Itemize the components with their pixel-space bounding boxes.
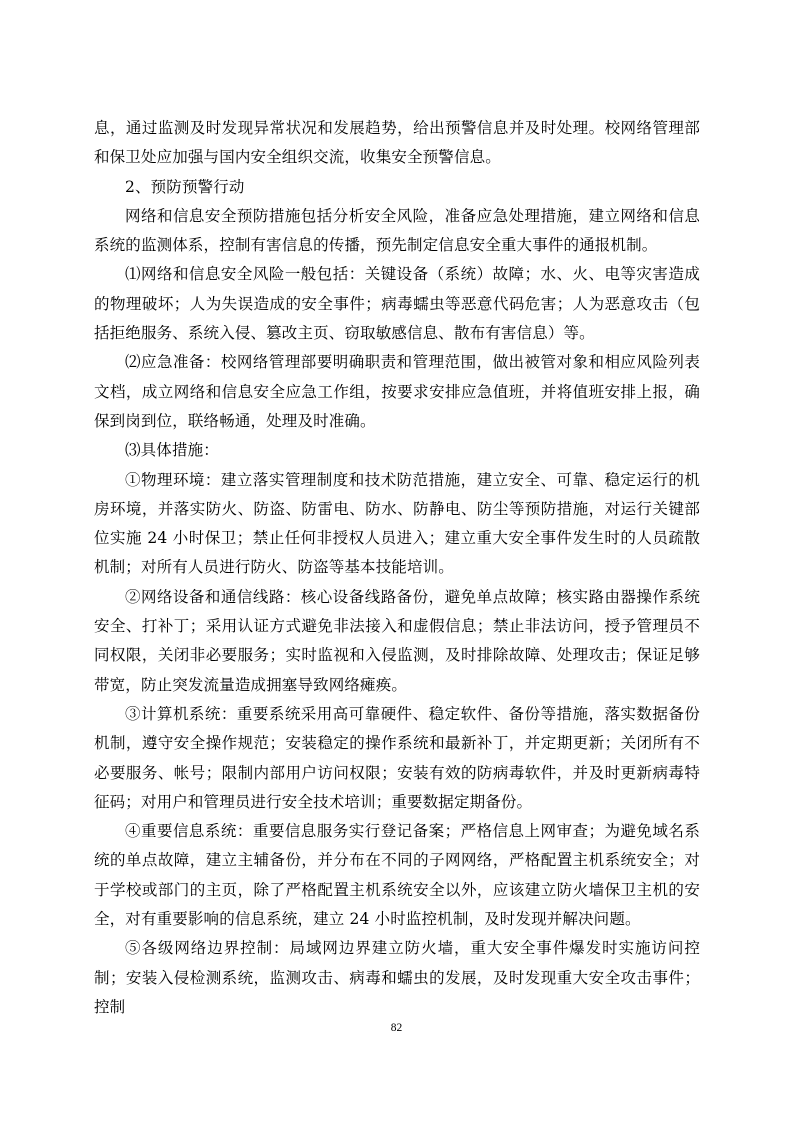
paragraph-prevention-measures: 网络和信息安全预防措施包括分析安全风险，准备应急处理措施，建立网络和信息系统的监测体系，控制有害信息的传播，预先制定信息安全重大事件的通报机制。 <box>94 206 700 255</box>
heading-prevention-warning-action: 2、预防预警行动 <box>125 177 245 196</box>
body-text <box>94 114 700 1022</box>
paragraph-emergency-preparation: ⑵应急准备：校网络管理部要明确职责和管理范围，做出被管对象和相应风险列表文档，成立网络和信息安全应急工作组，按要求安排应急值班，并将值班安排上报，确保到岗到位，联络畅通，处理及时准确。 <box>94 353 700 430</box>
paragraph-network-boundary-control: ⑤各级网络边界控制：局域网边界建立防火墙，重大安全事件爆发时实施访问控制；安装入侵检测系统，监测攻击、病毒和蠕虫的发展，及时发现重大安全攻击事件；控制 <box>94 939 700 1016</box>
paragraph-network-devices: ②网络设备和通信线路：核心设备线路备份，避免单点故障；核实路由器操作系统安全、打补丁；采用认证方式避免非法接入和虚假信息；禁止非法访问，授予管理员不同权限，关闭非必要服务；实时监视和入侵监测，及时排除故障、处理攻击；保证足够带宽，防止突发流量造成拥塞导致网络瘫痪。 <box>94 587 700 694</box>
heading-specific-measures: ⑶具体措施： <box>125 441 219 460</box>
paragraph-security-risks: ⑴网络和信息安全风险一般包括：关键设备（系统）故障；水、火、电等灾害造成的物理破坏；人为失误造成的安全事件；病毒蠕虫等恶意代码危害；人为恶意攻击（包括拒绝服务、系统入侵、篡改主页、窃取敏感信息、散布有害信息）等。 <box>94 265 700 343</box>
page-number: 82 <box>390 1022 403 1034</box>
paragraph-physical-environment: ①物理环境：建立落实管理制度和技术防范措施，建立安全、可靠、稳定运行的机房环境，并落实防火、防盗、防雷电、防水、防静电、防尘等预防措施，对运行关键部位实施 24 小时保卫；禁止任何非授权人员进入；建立重大安全事件发生时的人员疏散机制；对所有人员进行防火、防盗等基本技能培训。 <box>94 470 700 577</box>
paragraph-continuation: 息，通过监测及时发现异常状况和发展趋势，给出预警信息并及时处理。校网络管理部和保卫处应加强与国内安全组织交流，收集安全预警信息。 <box>94 119 700 167</box>
paragraph-computer-systems: ③计算机系统：重要系统采用高可靠硬件、稳定软件、备份等措施，落实数据备份机制，遵守安全操作规范；安装稳定的操作系统和最新补丁，并定期更新；关闭所有不必要服务、帐号；限制内部用户访问权限；安装有效的防病毒软件，并及时更新病毒特征码；对用户和管理员进行安全技术培训；重要数据定期备份。 <box>94 704 700 811</box>
paragraph-important-info-systems: ④重要信息系统：重要信息服务实行登记备案；严格信息上网审查；为避免域名系统的单点故障，建立主辅备份，并分布在不同的子网网络，严格配置主机系统安全；对于学校或部门的主页，除了严格配置主机系统安全以外，应该建立防火墙保卫主机的安全，对有重要影响的信息系统，建立 24 小时监控机制，及时发现并解决问题。 <box>94 822 700 929</box>
